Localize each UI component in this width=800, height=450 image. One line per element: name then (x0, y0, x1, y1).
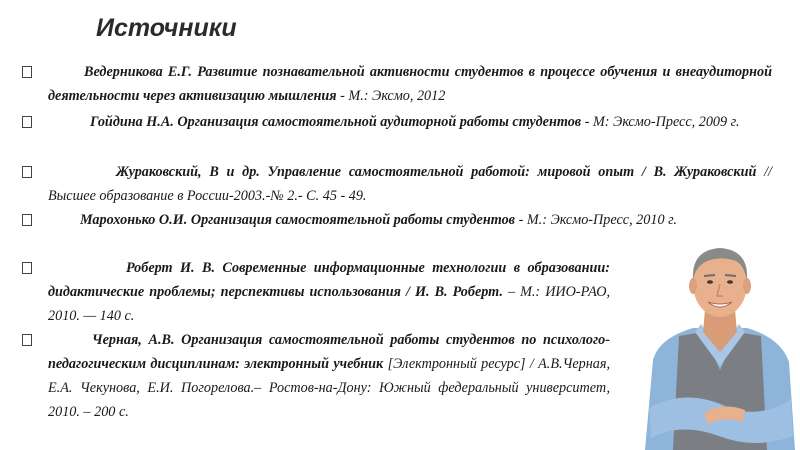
checkbox-bullet-icon (22, 66, 32, 78)
page-title: Источники (96, 14, 237, 42)
reference-publisher: [Электронный ресурс] / А.В.Черная, Е.А. Чекунова, Е.И. Погорелова.– Ростов-на-Дону: Южный федеральный университет, 2010. – 200 с. (48, 356, 611, 420)
smiling-man-illustration (645, 240, 795, 450)
checkbox-bullet-icon (22, 262, 32, 274)
checkbox-bullet-icon (22, 214, 32, 226)
reference-item-4 (22, 208, 772, 232)
reference-title: Марохонько О.И. Организация самостоятельной работы студентов (80, 212, 516, 228)
reference-publisher: - М.: Эксмо-Пресс, 2010 г. (515, 212, 677, 228)
reference-title: Жураковский, В и др. Управление самостоятельной работой: мировой опыт / В. Жураковский (116, 164, 757, 180)
reference-title: Ведерникова Е.Г. Развитие познавательной активности студентов в процессе обучения и внеаудиторной деятельности через активизацию мышления (48, 64, 772, 104)
reference-publisher: // Высшее образование в России-2003.-№ 2.- С. 45 - 49. (48, 164, 772, 204)
reference-item-6 (22, 328, 610, 424)
checkbox-bullet-icon (22, 116, 32, 128)
checkbox-bullet-icon (22, 166, 32, 178)
reference-publisher: - М: Эксмо-Пресс, 2009 г. (581, 114, 740, 130)
reference-item-3 (22, 160, 772, 208)
reference-item-2 (22, 110, 772, 134)
reference-title: Роберт И. В. Современные информационные технологии в образовании: дидактические проблемы; перспективы использования / И. В. Роберт. (48, 260, 610, 300)
checkbox-bullet-icon (22, 334, 32, 346)
reference-publisher: – М.: ИИО-РАО, 2010. — 140 с. (48, 284, 610, 324)
reference-title: Черная, А.В. Организация самостоятельной работы студентов по психолого-педагогическим дисциплинам: электронный учебник (48, 332, 610, 372)
reference-publisher: - М.: Эксмо, 2012 (336, 88, 446, 104)
reference-item-1 (22, 60, 772, 108)
reference-item-5 (22, 256, 610, 328)
reference-title: Гойдина Н.А. Организация самостоятельной аудиторной работы студентов (90, 114, 582, 130)
